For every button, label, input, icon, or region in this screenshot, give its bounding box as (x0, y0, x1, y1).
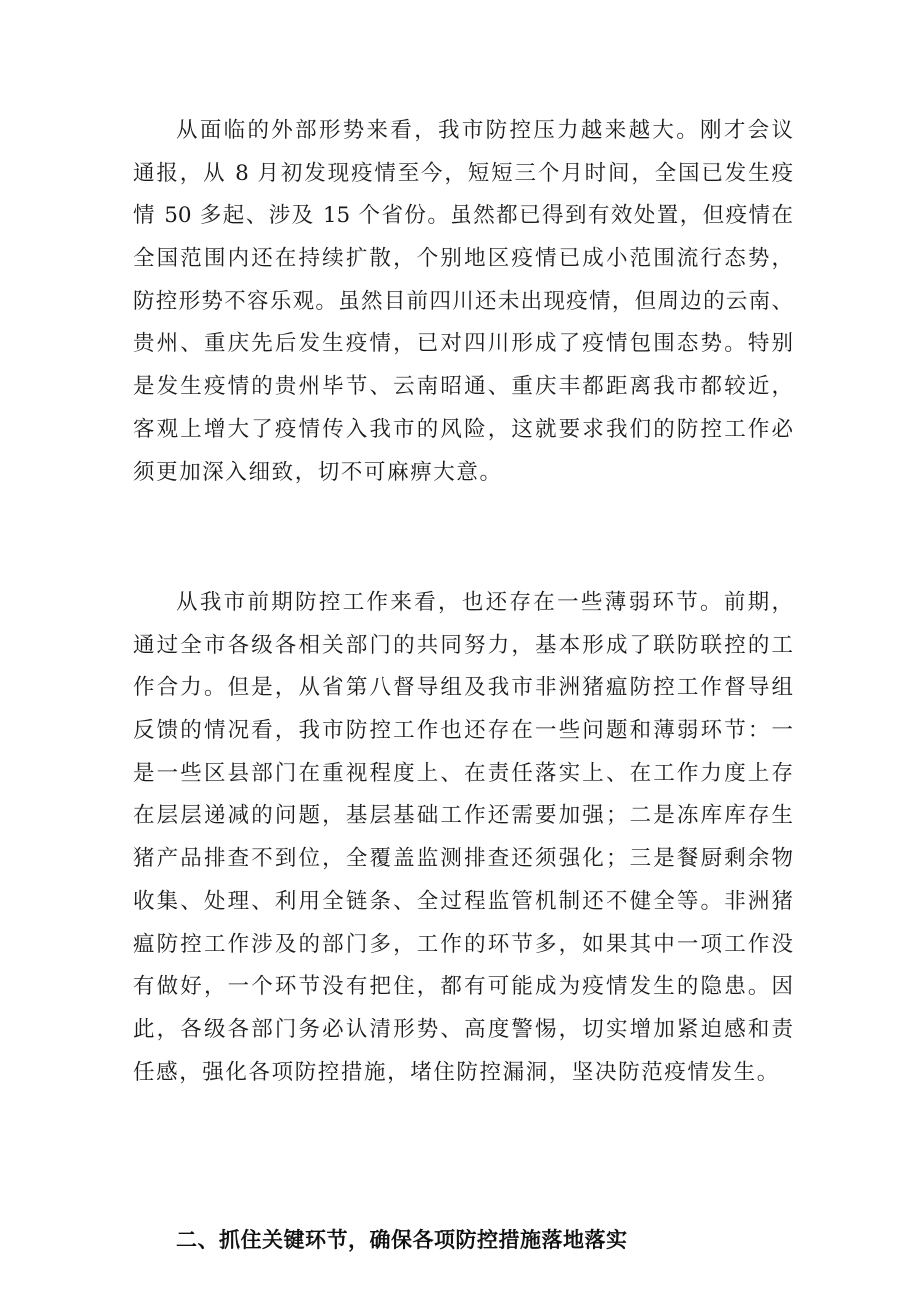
text-line: 防控形势不容乐观。虽然目前四川还未出现疫情，但周边的云南、 (133, 288, 793, 314)
text-line: 猪产品排查不到位，全覆盖监测排查还须强化；三是餐厨剩余物 (133, 846, 793, 872)
text-line: 收集、处理、利用全链条、全过程监管机制还不健全等。非洲猪 (133, 888, 793, 914)
text-line: 全国范围内还在持续扩散，个别地区疫情已成小范围流行态势， (133, 246, 793, 272)
section-heading: 二、抓住关键环节，确保各项防控措施落地落实 (176, 1228, 628, 1252)
text-line: 通报，从 8 月初发现疫情至今，短短三个月时间，全国已发生疫 (133, 160, 793, 186)
text-line: 在层层递减的问题，基层基础工作还需要加强；二是冻库库存生 (133, 803, 793, 829)
text-line: 是一些区县部门在重视程度上、在责任落实上、在工作力度上存 (133, 760, 793, 786)
text-line: 反馈的情况看，我市防控工作也还存在一些问题和薄弱环节：一 (133, 718, 793, 744)
text-line: 从面临的外部形势来看，我市防控压力越来越大。刚才会议 (176, 118, 793, 143)
text-line: 有做好，一个环节没有把住，都有可能成为疫情发生的隐患。因 (133, 974, 793, 1000)
text-line: 作合力。但是，从省第八督导组及我市非洲猪瘟防控工作督导组 (133, 675, 793, 701)
text-line: 须更加深入细致，切不可麻痹大意。 (133, 459, 503, 485)
text-line: 此，各级各部门务必认清形势、高度警惕，切实增加紧迫感和责 (133, 1016, 793, 1042)
text-line: 贵州、重庆先后发生疫情，已对四川形成了疫情包围态势。特别 (133, 331, 793, 357)
text-line: 从我市前期防控工作来看，也还存在一些薄弱环节。前期， (176, 590, 793, 615)
text-line: 是发生疫情的贵州毕节、云南昭通、重庆丰都距离我市都较近， (133, 374, 793, 400)
paragraph-external-situation (133, 110, 793, 494)
text-line: 任感，强化各项防控措施，堵住防控漏洞，坚决防范疫情发生。 (133, 1059, 780, 1085)
text-line: 客观上增大了疫情传入我市的风险，这就要求我们的防控工作必 (133, 416, 793, 442)
text-line: 情 50 多起、涉及 15 个省份。虽然都已得到有效处置，但疫情在 (133, 203, 793, 229)
text-line: 瘟防控工作涉及的部门多，工作的环节多，如果其中一项工作没 (133, 931, 793, 957)
text-line: 通过全市各级各相关部门的共同努力，基本形成了联防联控的工 (133, 632, 793, 658)
paragraph-weak-links (133, 582, 793, 1094)
